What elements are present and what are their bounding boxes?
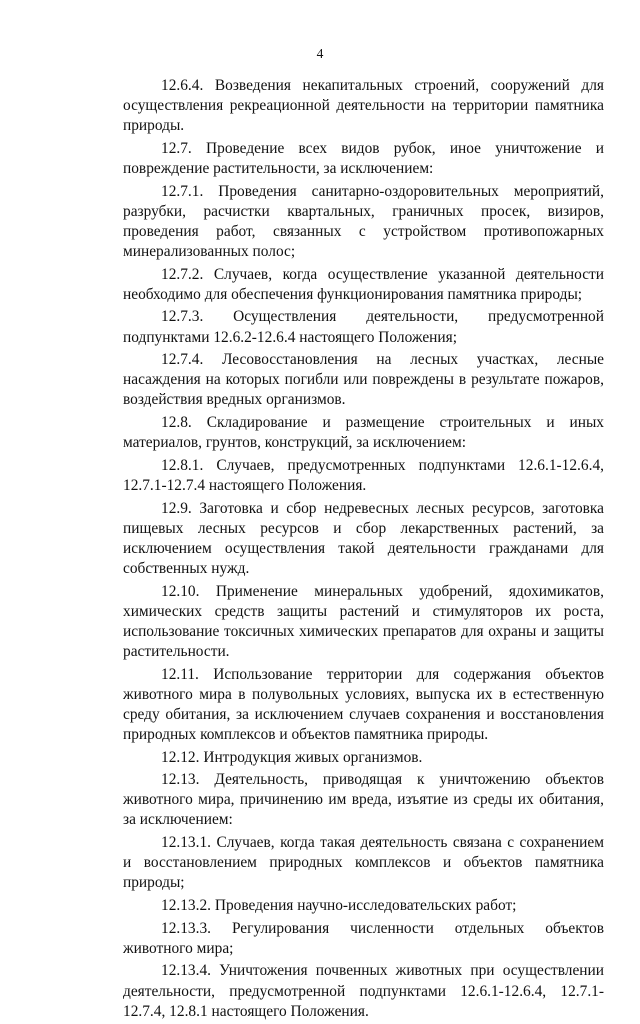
paragraph-12-6-4: 12.6.4. Возведения некапитальных строений, сооружений для осуществления рекреационной деятельности на территории памятника природы. [123,77,604,135]
paragraph-12-8: 12.8. Складирование и размещение строительных и иных материалов, грунтов, конструкций, за исключением: [123,414,604,452]
paragraph-12-13-3: 12.13.3. Регулирования численности отдельных объектов животного мира; [123,919,604,957]
paragraph-12-11: 12.11. Использование территории для содержания объектов животного мира в полувольных условиях, выпуска их в естественную среду обитания, за исключением случаев сохранения и восстановления природных комплексов и объектов памятника природы. [123,665,604,743]
paragraph-12-7-3: 12.7.3. Осуществления деятельности, предусмотренной подпунктами 12.6.2-12.6.4 настоящего Положения; [123,308,604,346]
paragraph-12-13-4: 12.13.4. Уничтожения почвенных животных при осуществлении деятельности, предусмотренной подпунктами 12.6.1-12.6.4, 12.7.1-12.7.4, 12.8.1 настоящего Положения. [123,962,604,1020]
paragraph-12-9: 12.9. Заготовка и сбор недревесных лесных ресурсов, заготовка пищевых лесных ресурсов и сбор лекарственных растений, за исключением осуществления такой деятельности гражданами для собственных нужд. [123,499,604,577]
paragraph-12-13: 12.13. Деятельность, приводящая к уничтожению объектов животного мира, причинению им вреда, изъятие из среды их обитания, за исключением: [123,771,604,829]
paragraph-12-13-1: 12.13.1. Случаев, когда такая деятельность связана с сохранением и восстановлением природных комплексов и объектов памятника природы; [123,834,604,892]
paragraph-12-10: 12.10. Применение минеральных удобрений, ядохимикатов, химических средств защиты растений и стимуляторов их роста, использование токсичных химических препаратов для охраны и защиты растительности. [123,582,604,660]
paragraph-12-7-1: 12.7.1. Проведения санитарно-оздоровительных мероприятий, разрубки, расчистки квартальных, граничных просек, визиров, проведения работ, связанных с устройством противопожарных минерализованных полос; [123,182,604,260]
document-body [123,76,604,1024]
paragraph-12-13-2: 12.13.2. Проведения научно-исследовательских работ; [161,896,517,914]
paragraph-12-8-1: 12.8.1. Случаев, предусмотренных подпунктами 12.6.1-12.6.4, 12.7.1-12.7.4 настоящего Положения. [123,456,604,494]
paragraph-12-7-4: 12.7.4. Лесовосстановления на лесных участках, лесные насаждения на которых погибли или повреждены в результате пожаров, воздействия вредных организмов. [123,351,604,409]
paragraph-12-7: 12.7. Проведение всех видов рубок, иное уничтожение и повреждение растительности, за исключением: [123,139,604,177]
page-number: 4 [316,46,324,61]
paragraph-12-12: 12.12. Интродукция живых организмов. [161,748,423,766]
paragraph-12-7-2: 12.7.2. Случаев, когда осуществление указанной деятельности необходимо для обеспечения функционирования памятника природы; [123,265,604,303]
